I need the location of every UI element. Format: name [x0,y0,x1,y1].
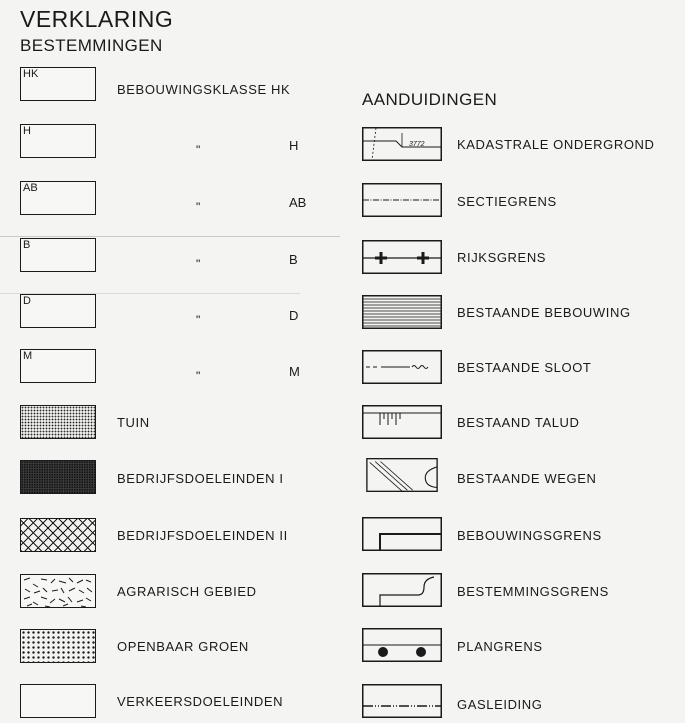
legend-label-code: H [289,138,299,153]
legend-label-tuin: TUIN [117,415,150,430]
box-code: D [23,295,31,307]
legend-box-b [20,238,96,272]
legend-box-ab [20,181,96,215]
legend-label-bedrijf-2: BEDRIJFSDOELEINDEN II [117,528,288,543]
legend-box-openbaar-groen [20,629,96,663]
ditto-mark: " [196,200,201,214]
bestaand-talud-symbol [362,405,442,439]
gasleiding-symbol [362,684,442,718]
legend-box-agrarisch [20,574,96,608]
ditto-mark: " [196,369,201,383]
legend-box-hk [20,67,96,101]
rijksgrens-symbol [362,240,442,274]
legend-title: VERKLARING [20,6,174,32]
aanduidingen-title: AANDUIDINGEN [362,90,498,109]
box-code: HK [23,68,39,80]
bestaande-sloot-symbol [362,350,442,384]
legend-label-hk [117,82,290,97]
sectiegrens-symbol [362,183,442,217]
kadastrale-symbol [362,127,442,161]
legend-box-bedrijf-2 [20,518,96,552]
box-code: B [23,239,31,251]
aand-label-sectiegrens: SECTIEGRENS [457,194,557,209]
bestaande-bebouwing-symbol [362,295,442,329]
ditto-mark: " [196,257,201,271]
bebouwingsgrens-symbol [362,517,442,551]
aand-label-gasleiding: GASLEIDING [457,697,543,712]
legend-label-code: AB [289,195,307,210]
box-code: M [23,350,33,362]
box-code: AB [23,182,38,194]
legend-label-agrarisch: AGRARISCH GEBIED [117,584,257,599]
legend-label-code: D [289,308,299,323]
legend-label-openbaar-groen: OPENBAAR GROEN [117,639,249,654]
bestemmingsgrens-symbol [362,573,442,607]
legend-label-code: HK [270,82,291,97]
aand-label-rijksgrens: RIJKSGRENS [457,250,547,265]
legend-box-verkeer [20,684,96,718]
aand-label-bestaand-talud: BESTAAND TALUD [457,415,580,430]
scan-line [0,236,340,237]
legend-label-code: B [289,252,298,267]
bestemmingen-title: BESTEMMINGEN [20,36,163,55]
aand-label-bestaande-sloot: BESTAANDE SLOOT [457,360,592,375]
kadastrale-number: 3772 [409,141,425,148]
box-code: H [23,125,31,137]
aand-label-bestaande-bebouwing: BESTAANDE BEBOUWING [457,305,631,320]
legend-box-h [20,124,96,158]
aand-label-bestemmingsgrens: BESTEMMINGSGRENS [457,584,609,599]
ditto-mark: " [196,143,201,157]
legend-box-m [20,349,96,383]
aand-label-plangrens: PLANGRENS [457,639,543,654]
aand-label-bebouwingsgrens: BEBOUWINGSGRENS [457,528,602,543]
legend-label-verkeer: VERKEERSDOELEINDEN [117,694,284,709]
bestaande-wegen-symbol [362,458,442,492]
legend-box-d [20,294,96,328]
agrarisch-pattern [21,575,96,608]
plangrens-symbol [362,628,442,662]
legend-label-text: BEBOUWINGSKLASSE [117,82,267,97]
aand-label-bestaande-wegen: BESTAANDE WEGEN [457,471,597,486]
aand-label-kadastrale: KADASTRALE ONDERGROND [457,137,655,152]
ditto-mark: " [196,313,201,327]
legend-label-bedrijf-1: BEDRIJFSDOELEINDEN I [117,471,284,486]
legend-box-tuin [20,405,96,439]
legend-label-code: M [289,364,300,379]
legend-box-bedrijf-1 [20,460,96,494]
